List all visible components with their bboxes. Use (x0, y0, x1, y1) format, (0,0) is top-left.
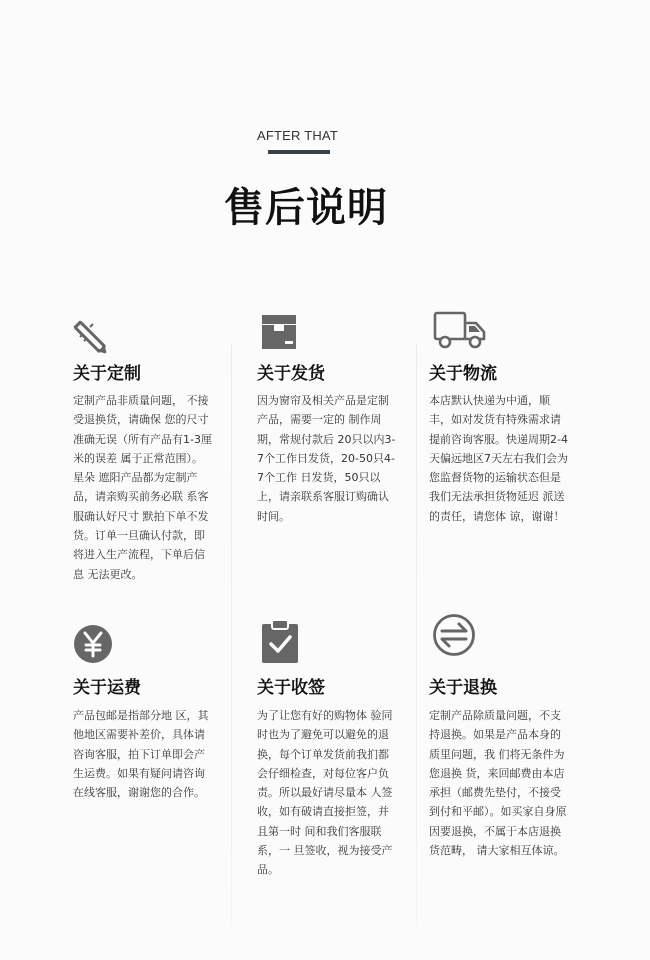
subtitle-underline (268, 150, 330, 154)
yen-coin-icon (73, 624, 113, 664)
section-title: 关于定制 (73, 364, 141, 384)
column-divider (416, 345, 417, 925)
section-body: 本店默认快递为中通，顺丰，如对发货有特殊需求请 提前咨询客服。快递周期2-4天偏远地区7天左右我们会为您监督货物的运输状态但是 我们无法承担货物延迟 派送的责任，请您体 谅，谢谢！ (429, 394, 568, 523)
exchange-arrows-icon (432, 613, 476, 657)
section-title: 关于物流 (429, 364, 497, 384)
ruler-pencil-icon (72, 319, 108, 355)
section-title: 关于发货 (257, 364, 325, 384)
section-body: 因为窗帘及相关产品是定制产品，需要一定的 制作周期，常规付款后 20只以内3-7个工作日发货，20-50只4-7个工作 日发货，50只以上，请亲联系客服订购确认时间。 (257, 394, 396, 523)
section-title: 关于退换 (429, 678, 497, 698)
clipboard-check-icon (261, 618, 299, 664)
section-body: 产品包邮是指部分地 区，其他地区需要补差价，具体请咨询客服，拍下订单即会产生运费。如果有疑问请咨询在线客服，谢谢您的合作。 (73, 709, 209, 800)
column-divider (231, 345, 232, 925)
section-body: 定制产品除质量问题，不支持退换。如果是产品本身的质里问题，我 们将无条件为您退换 货，来回邮费由本店承担（邮费先垫付，不接受到付和平邮）。如买家自身原因要退换，不属于本店退换货范畴， 请大家相互体谅。 (429, 709, 567, 858)
delivery-truck-icon (433, 311, 487, 349)
page-subtitle: AFTER THAT (257, 128, 338, 143)
section-body: 定制产品非质量问题， 不接受退换货，请确保 您的尺寸准确无误（所有产品有1-3厘米的误差 属于正常范围）。星朵 遮阳产品都为定制产品，请亲购买前务必联 系客服确认好尺寸 默拍下单不发货。订单一旦确认付款，即将进入生产流程，下单后信息 无法更改。 (73, 394, 212, 581)
section-body: 为了让您有好的购物体 验同时也为了避免可以避免的退换，每个订单发货前我扪都会仔细检查，对每位客户负责。所以最好请尽量本 人签收，如有破请直接拒签，并且第一时 间和我们客服联系，一 旦签收，视为接受产品。 (257, 709, 393, 877)
page-title: 售后说明 (224, 185, 388, 231)
package-box-icon (261, 314, 297, 350)
section-title: 关于收签 (257, 678, 325, 698)
section-title: 关于运费 (73, 678, 141, 698)
